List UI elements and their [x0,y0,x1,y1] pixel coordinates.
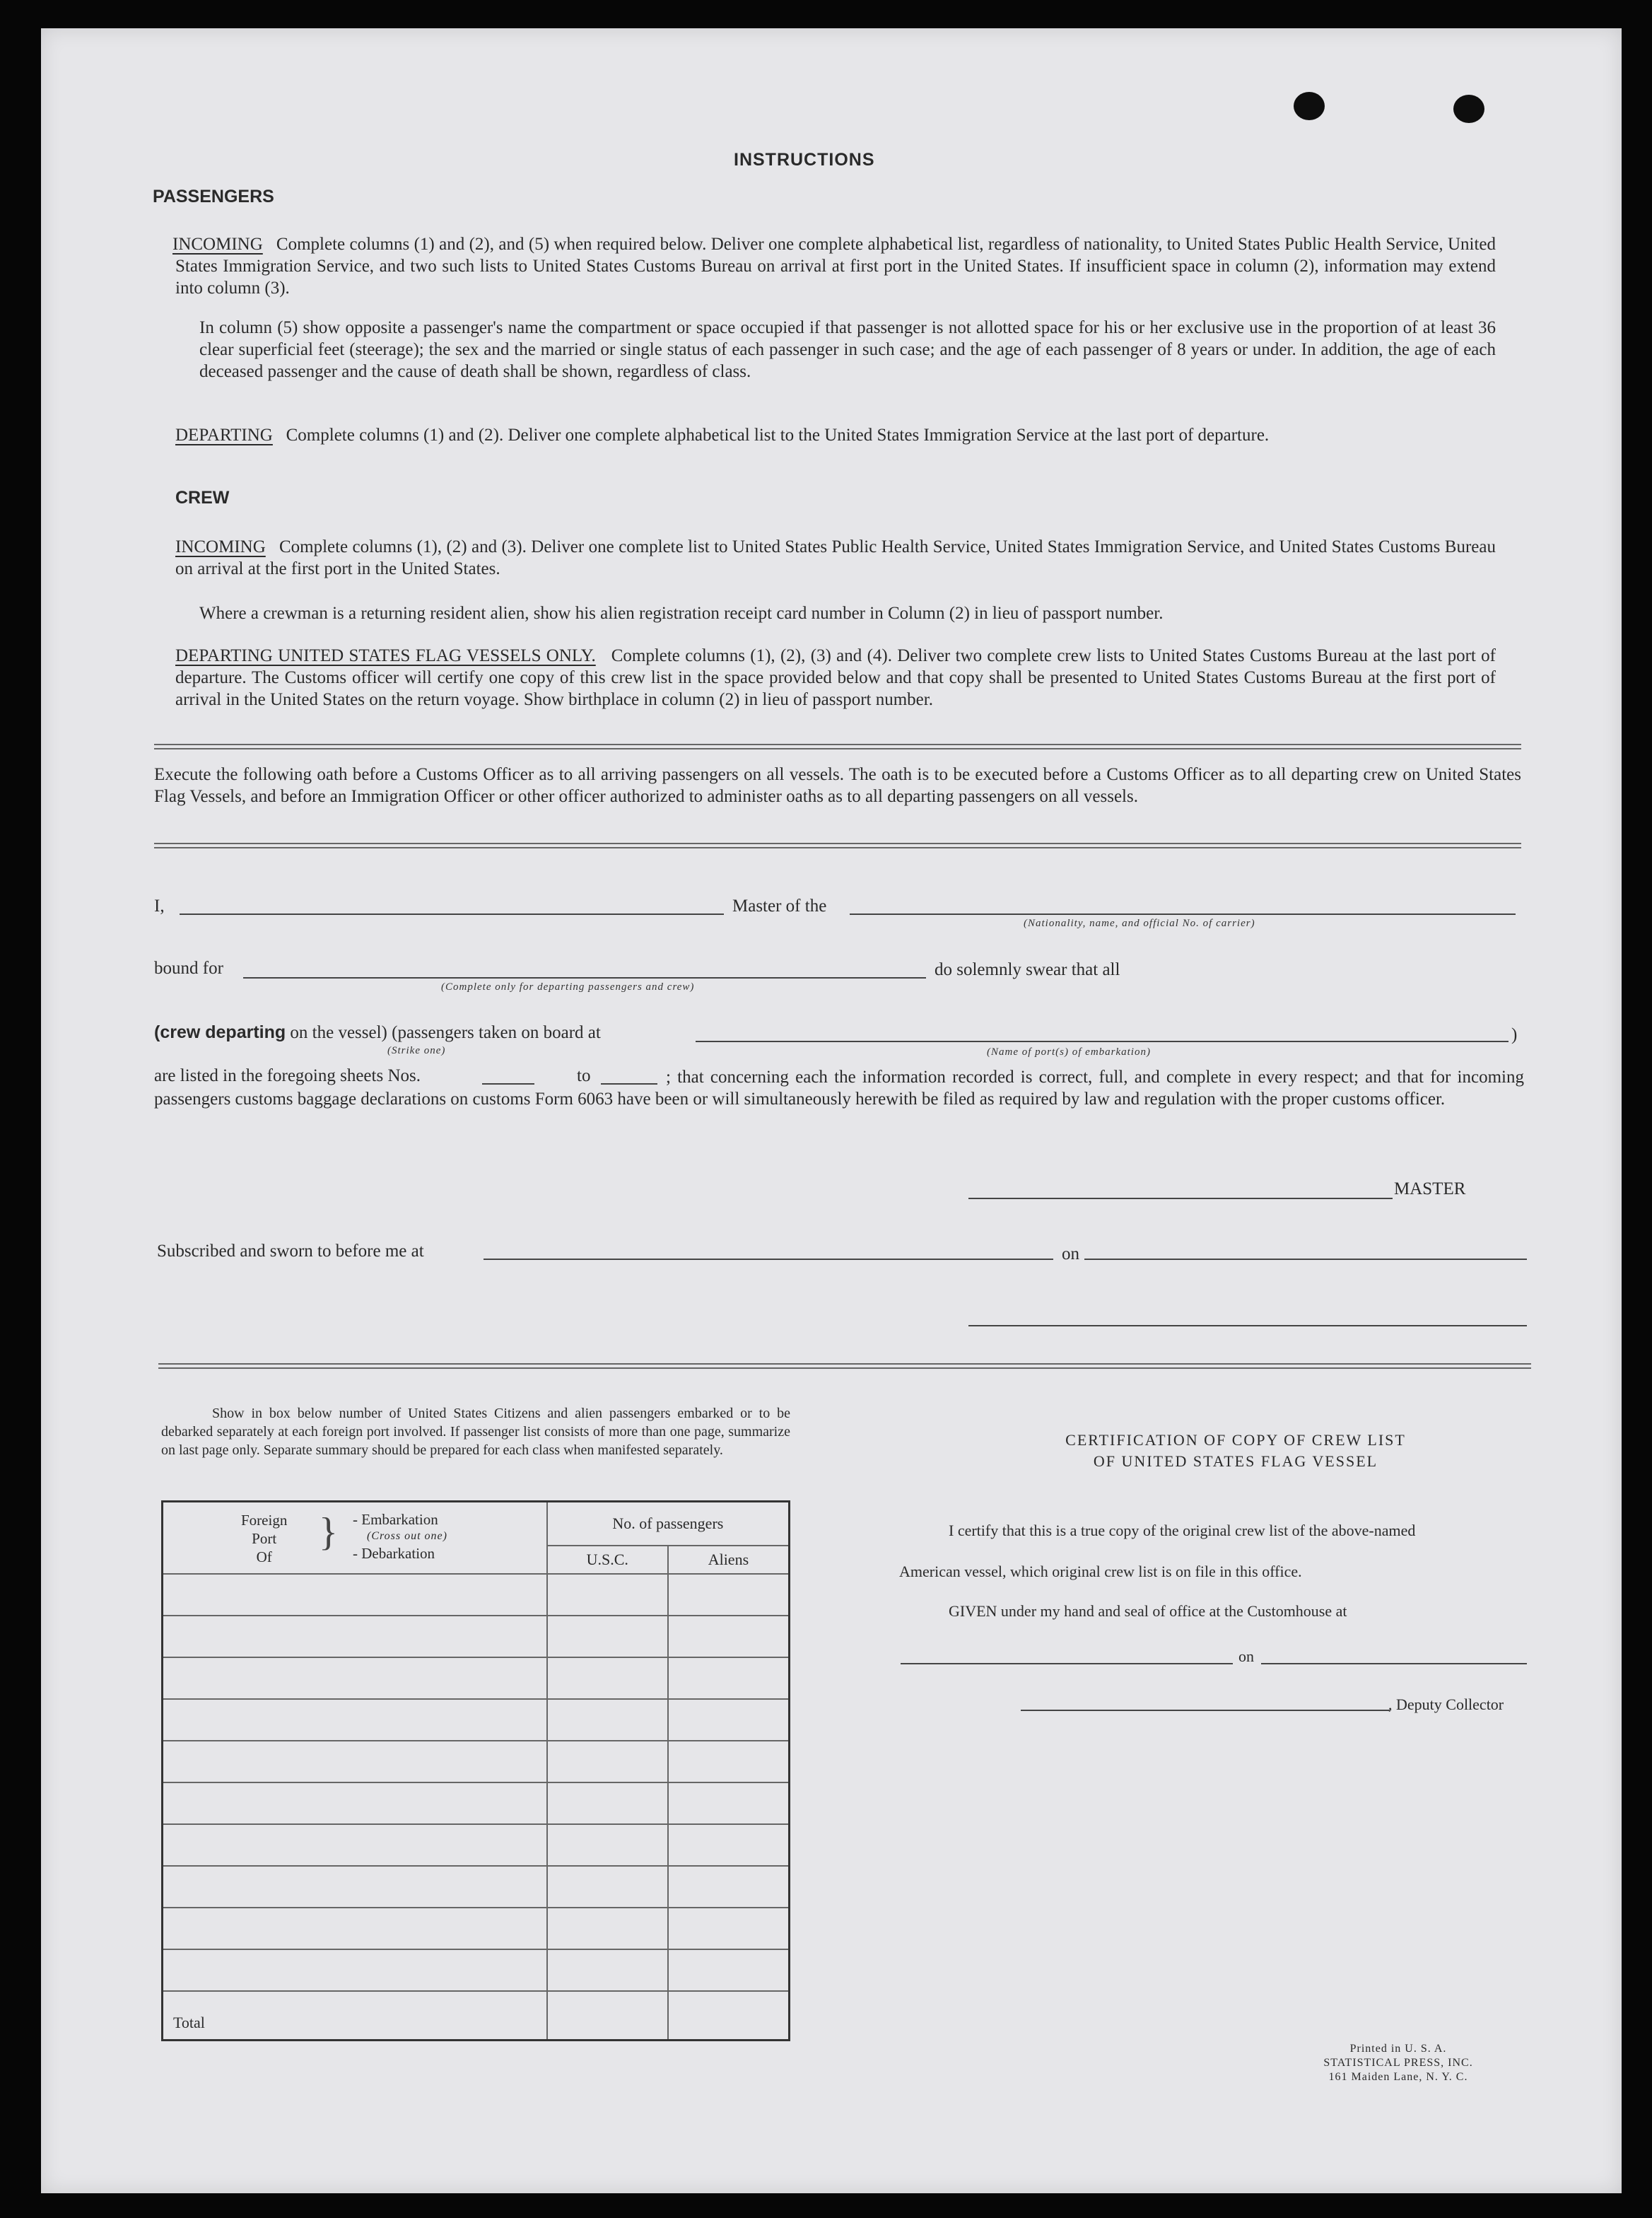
printer-line3: 161 Maiden Lane, N. Y. C. [1328,2071,1468,2083]
usc-cell[interactable] [547,1741,668,1782]
port-caption: (Name of port(s) of embarkation) [987,1046,1151,1058]
certification-heading-line2: OF UNITED STATES FLAG VESSEL [1093,1452,1378,1470]
given-line: GIVEN under my hand and seal of office at the Customhouse at [949,1602,1347,1620]
master-name-field[interactable] [180,914,724,915]
crew-departing-option[interactable]: (crew departing [154,1022,286,1042]
close-paren: ) [1511,1025,1518,1044]
aliens-header: Aliens [668,1546,790,1574]
subscribed-date-field[interactable] [1084,1259,1527,1260]
aliens-cell[interactable] [668,1824,790,1866]
swear-label: do solemnly swear that all [935,960,1120,979]
printer-line1: Printed in U. S. A. [1349,2043,1447,2055]
double-rule [154,843,1521,848]
double-rule [154,744,1521,749]
officer-signature-field[interactable] [968,1325,1527,1326]
page-title: INSTRUCTIONS [734,150,875,170]
document-page [41,28,1622,2193]
carrier-field[interactable] [850,914,1516,915]
crew-passengers-line [154,1022,601,1043]
certify-line1: I certify that this is a true copy of the original crew list of the above-named [949,1522,1416,1539]
master-label: MASTER [1394,1179,1466,1198]
deputy-signature-field[interactable] [1021,1710,1390,1711]
subscribed-label: Subscribed and sworn to before me at [157,1242,424,1261]
port-cell[interactable] [163,1866,547,1908]
usc-cell[interactable] [547,1616,668,1657]
listed-label: are listed in the foregoing sheets Nos. [154,1066,421,1085]
no-passengers-header: No. of passengers [547,1502,790,1546]
aliens-cell[interactable] [668,1741,790,1782]
certification-heading [974,1430,1497,1472]
usc-cell[interactable] [547,1657,668,1699]
usc-cell[interactable] [547,1574,668,1616]
usc-total-cell[interactable] [547,1991,668,2041]
port-cell[interactable] [163,1908,547,1949]
embarkation-option[interactable]: - Embarkation [353,1511,438,1528]
port-cell[interactable] [163,1699,547,1741]
port-cell[interactable] [163,1616,547,1657]
on-vessel-text: on the vessel) (passengers taken on board at [290,1023,601,1042]
port-cell[interactable] [163,1574,547,1616]
complete-only-caption: (Complete only for departing passengers and crew) [441,981,695,993]
crew-incoming-label: INCOMING [175,537,266,556]
certification-date-field[interactable] [1261,1663,1527,1664]
aliens-cell[interactable] [668,1782,790,1824]
usc-cell[interactable] [547,1699,668,1741]
usc-header: U.S.C. [547,1546,668,1574]
printer-imprint [1292,2042,1504,2084]
table-row [163,1782,790,1824]
passengers-incoming-label: INCOMING [172,235,263,254]
passenger-summary-table [161,1500,790,2041]
passengers-departing-paragraph [175,424,1496,446]
oath-statement: ; that concerning each the information recorded is correct, full, and complete in every respect; and that for incoming passengers customs baggage declarations on customs Form 6063 have been or will simultaneously herewith be filed as required by law and regulation with the proper customs officer. [154,1068,1524,1109]
strike-one-caption: (Strike one) [387,1045,446,1056]
crew-heading: CREW [175,488,230,508]
debarkation-option[interactable]: - Debarkation [353,1545,435,1562]
port-cell[interactable] [163,1741,547,1782]
punch-hole [1294,92,1325,120]
master-signature-field[interactable] [968,1198,1393,1199]
port-cell[interactable] [163,1657,547,1699]
of-label: Of [256,1548,272,1565]
crew-departing-label: DEPARTING UNITED STATES FLAG VESSELS ONLY. [175,646,596,665]
bound-for-label: bound for [154,959,223,978]
passengers-incoming-text: Complete columns (1) and (2), and (5) when required below. Deliver one complete alphabetical list, regardless of nationality, to United States Public Health Service, United States Immigration Service, and two such lists to United States Customs Bureau on arrival at first port in the United States. If insufficient space in column (2), information may extend into column (3). [175,235,1496,298]
port-of-embarkation-field[interactable] [696,1041,1509,1042]
usc-cell[interactable] [547,1949,668,1991]
to-label: to [577,1066,591,1085]
passengers-departing-text: Complete columns (1) and (2). Deliver one complete alphabetical list to the United States Immigration Service at the last port of departure. [286,426,1270,445]
master-of-the-label: Master of the [732,897,827,916]
table-row [163,1908,790,1949]
port-cell[interactable] [163,1782,547,1824]
certification-heading-line1: CERTIFICATION OF COPY OF CREW LIST [1065,1431,1406,1449]
table-row [163,1866,790,1908]
bound-for-field[interactable] [243,977,926,979]
usc-cell[interactable] [547,1824,668,1866]
total-row [163,1991,790,2041]
usc-cell[interactable] [547,1866,668,1908]
double-rule [158,1363,1531,1369]
passengers-heading: PASSENGERS [153,187,274,206]
crew-departing-text: Complete columns (1), (2), (3) and (4). Deliver two complete crew lists to United States Customs Bureau at the last port of departure. The Customs officer will certify one copy of this crew list in the space provided below and that copy shall be presented to United States Customs Bureau at the first port of arrival in the United States on the return voyage. Show birthplace in column (2) in lieu of passport number. [175,646,1496,709]
certification-on-label: on [1238,1647,1254,1665]
port-cell[interactable] [163,1949,547,1991]
certify-line2: American vessel, which original crew list is on file in this office. [899,1563,1302,1580]
aliens-cell[interactable] [668,1699,790,1741]
table-row [163,1616,790,1657]
customhouse-field[interactable] [901,1663,1233,1664]
aliens-cell[interactable] [668,1866,790,1908]
passengers-incoming-paragraph [172,233,1496,299]
aliens-total-cell[interactable] [668,1991,790,2041]
punch-hole [1453,95,1484,123]
table-row [163,1824,790,1866]
subscribed-place-field[interactable] [484,1259,1053,1260]
on-label: on [1062,1244,1079,1263]
passengers-column5-note: In column (5) show opposite a passenger's name the compartment or space occupied if that passenger is not allotted space for his or her exclusive use in the proportion of at least 36 clear superficial feet (steerage); the sex and the married or single status of each passenger in such case; and the age of each passenger of 8 years or under. In addition, the age of each deceased passenger and the cause of death shall be shown, regardless of class. [199,318,1496,381]
aliens-cell[interactable] [668,1616,790,1657]
usc-cell[interactable] [547,1908,668,1949]
table-row [163,1657,790,1699]
crew-departing-paragraph [175,645,1496,711]
printer-line2: STATISTICAL PRESS, INC. [1323,2057,1473,2069]
brace-icon: } [319,1510,338,1554]
table-row [163,1741,790,1782]
nationality-caption: (Nationality, name, and official No. of carrier) [1024,918,1255,929]
aliens-cell[interactable] [668,1574,790,1616]
oath-instructions: Execute the following oath before a Customs Officer as to all arriving passengers on all vessels. The oath is to be executed before a Customs Officer as to all departing crew on United States Flag Vessels, and before an Immigration Officer or other officer authorized to administer oaths as to all departing passengers on all vessels. [154,765,1521,806]
cross-out-caption: (Cross out one) [367,1530,447,1542]
table-row [163,1699,790,1741]
foreign-port-header [163,1502,547,1575]
passengers-departing-label: DEPARTING [175,426,273,445]
table-row [163,1949,790,1991]
aliens-cell[interactable] [668,1949,790,1991]
aliens-cell[interactable] [668,1908,790,1949]
port-label: Port [252,1530,277,1547]
crew-incoming-text: Complete columns (1), (2) and (3). Deliver one complete list to United States Public Health Service, United States Immigration Service, and United States Customs Bureau on arrival at the first port in the United States. [175,537,1496,578]
foreign-label: Foreign [241,1512,288,1529]
usc-cell[interactable] [547,1782,668,1824]
deputy-collector-label: , Deputy Collector [1388,1695,1504,1713]
crew-incoming-note: Where a crewman is a returning resident alien, show his alien registration receipt card number in Column (2) in lieu of passport number. [199,604,1164,623]
summary-instructions: Show in box below number of United States Citizens and alien passengers embarked or to be debarked separately at each foreign port involved. If passenger list consists of more than one page, summarize on last page only. Separate summary should be prepared for each class when manifested separately. [161,1406,790,1458]
table-row [163,1574,790,1616]
total-label: Total [163,1991,547,2041]
port-cell[interactable] [163,1824,547,1866]
crew-incoming-paragraph [175,536,1496,580]
aliens-cell[interactable] [668,1657,790,1699]
oath-i-label: I, [154,897,165,916]
